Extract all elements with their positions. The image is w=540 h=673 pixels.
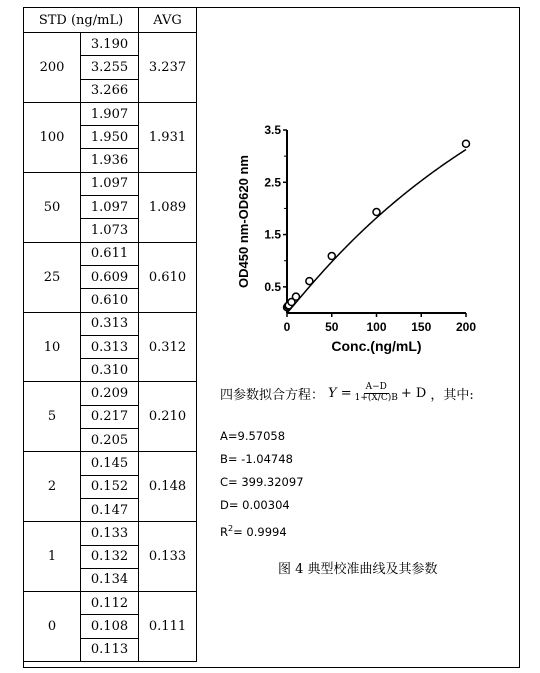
r2-label: R bbox=[220, 524, 228, 539]
replicate-od: 0.609 bbox=[81, 265, 139, 288]
replicate-od: 0.217 bbox=[81, 405, 139, 428]
replicate-od: 1.950 bbox=[81, 126, 139, 149]
std-concentration: 0 bbox=[24, 592, 81, 662]
param-b: B= -1.04748 bbox=[220, 452, 293, 466]
avg-od: 0.210 bbox=[139, 382, 197, 452]
y-axis-label: OD450 nm-OD620 nm bbox=[236, 155, 251, 288]
std-concentration: 1 bbox=[24, 522, 81, 592]
data-point bbox=[463, 140, 470, 147]
data-point bbox=[328, 253, 335, 260]
replicate-od: 0.209 bbox=[81, 382, 139, 405]
avg-od: 0.312 bbox=[139, 312, 197, 382]
replicate-od: 0.112 bbox=[81, 592, 139, 615]
equation-numerator: A−D bbox=[365, 382, 387, 392]
replicate-od: 0.147 bbox=[81, 498, 139, 521]
replicate-od: 0.133 bbox=[81, 522, 139, 545]
equation-prefix: 四参数拟合方程： bbox=[220, 387, 325, 403]
x-tick-label: 100 bbox=[366, 320, 387, 334]
replicate-od: 0.108 bbox=[81, 615, 139, 638]
param-a: A=9.57058 bbox=[220, 429, 286, 443]
avg-od: 1.089 bbox=[139, 172, 197, 242]
data-point bbox=[292, 293, 299, 300]
replicate-od: 0.310 bbox=[81, 359, 139, 382]
x-tick-label: 50 bbox=[325, 320, 339, 334]
fit-parameters bbox=[220, 425, 304, 544]
equation-denominator: 1+(X/C)B bbox=[354, 392, 398, 403]
y-tick-label: 2.5 bbox=[264, 175, 281, 190]
x-axis-label: Conc.(ng/mL) bbox=[331, 338, 422, 354]
replicate-od: 1.936 bbox=[81, 149, 139, 172]
fit-curve bbox=[287, 150, 466, 313]
avg-header: AVG bbox=[139, 8, 197, 33]
equation-fraction bbox=[355, 383, 398, 404]
replicate-od: 0.313 bbox=[81, 312, 139, 335]
std-concentration: 25 bbox=[24, 242, 81, 312]
replicate-od: 0.134 bbox=[81, 568, 139, 591]
data-point bbox=[306, 278, 313, 285]
replicate-od: 0.152 bbox=[81, 475, 139, 498]
replicate-od: 0.610 bbox=[81, 289, 139, 312]
data-point bbox=[373, 209, 380, 216]
std-concentration: 200 bbox=[24, 33, 81, 103]
replicate-od: 0.145 bbox=[81, 452, 139, 475]
equation-plus: + D bbox=[400, 385, 427, 401]
std-header: STD (ng/mL) bbox=[24, 8, 139, 33]
avg-od: 3.237 bbox=[139, 33, 197, 103]
avg-od: 0.133 bbox=[139, 522, 197, 592]
std-concentration: 2 bbox=[24, 452, 81, 522]
x-tick-label: 150 bbox=[411, 320, 432, 334]
param-r2: $R^2= 0.9994$ bbox=[220, 524, 287, 539]
equation-lhs: Y = bbox=[328, 385, 352, 401]
replicate-od: 3.190 bbox=[81, 33, 139, 56]
fit-equation bbox=[220, 383, 474, 404]
replicate-od: 0.113 bbox=[81, 638, 139, 661]
replicate-od: 3.266 bbox=[81, 79, 139, 102]
equation-suffix: ，其中: bbox=[430, 387, 474, 403]
y-tick-label: 1.5 bbox=[264, 227, 281, 242]
replicate-od: 0.611 bbox=[81, 242, 139, 265]
std-concentration: 50 bbox=[24, 172, 81, 242]
y-tick-label: 3.5 bbox=[264, 123, 281, 137]
replicate-od: 1.907 bbox=[81, 102, 139, 125]
replicate-od: 1.097 bbox=[81, 172, 139, 195]
y-tick-label: 0.5 bbox=[264, 279, 281, 294]
param-c: C= 399.32097 bbox=[220, 475, 304, 489]
avg-od: 0.148 bbox=[139, 452, 197, 522]
x-tick-label: 200 bbox=[455, 320, 477, 334]
replicate-od: 3.255 bbox=[81, 56, 139, 79]
avg-od: 0.610 bbox=[139, 242, 197, 312]
x-tick-label: 0 bbox=[283, 320, 291, 334]
std-concentration: 10 bbox=[24, 312, 81, 382]
param-d: D= 0.00304 bbox=[220, 498, 290, 512]
figure-caption: 图 4 典型校准曲线及其参数 bbox=[278, 562, 438, 577]
replicate-od: 1.073 bbox=[81, 219, 139, 242]
replicate-od: 0.205 bbox=[81, 429, 139, 452]
r2-value: = 0.9994 bbox=[233, 524, 287, 539]
std-concentration: 100 bbox=[24, 102, 81, 172]
replicate-od: 0.313 bbox=[81, 335, 139, 358]
std-concentration: 5 bbox=[24, 382, 81, 452]
avg-od: 0.111 bbox=[139, 592, 197, 662]
replicate-od: 0.132 bbox=[81, 545, 139, 568]
avg-od: 1.931 bbox=[139, 102, 197, 172]
replicate-od: 1.097 bbox=[81, 196, 139, 219]
